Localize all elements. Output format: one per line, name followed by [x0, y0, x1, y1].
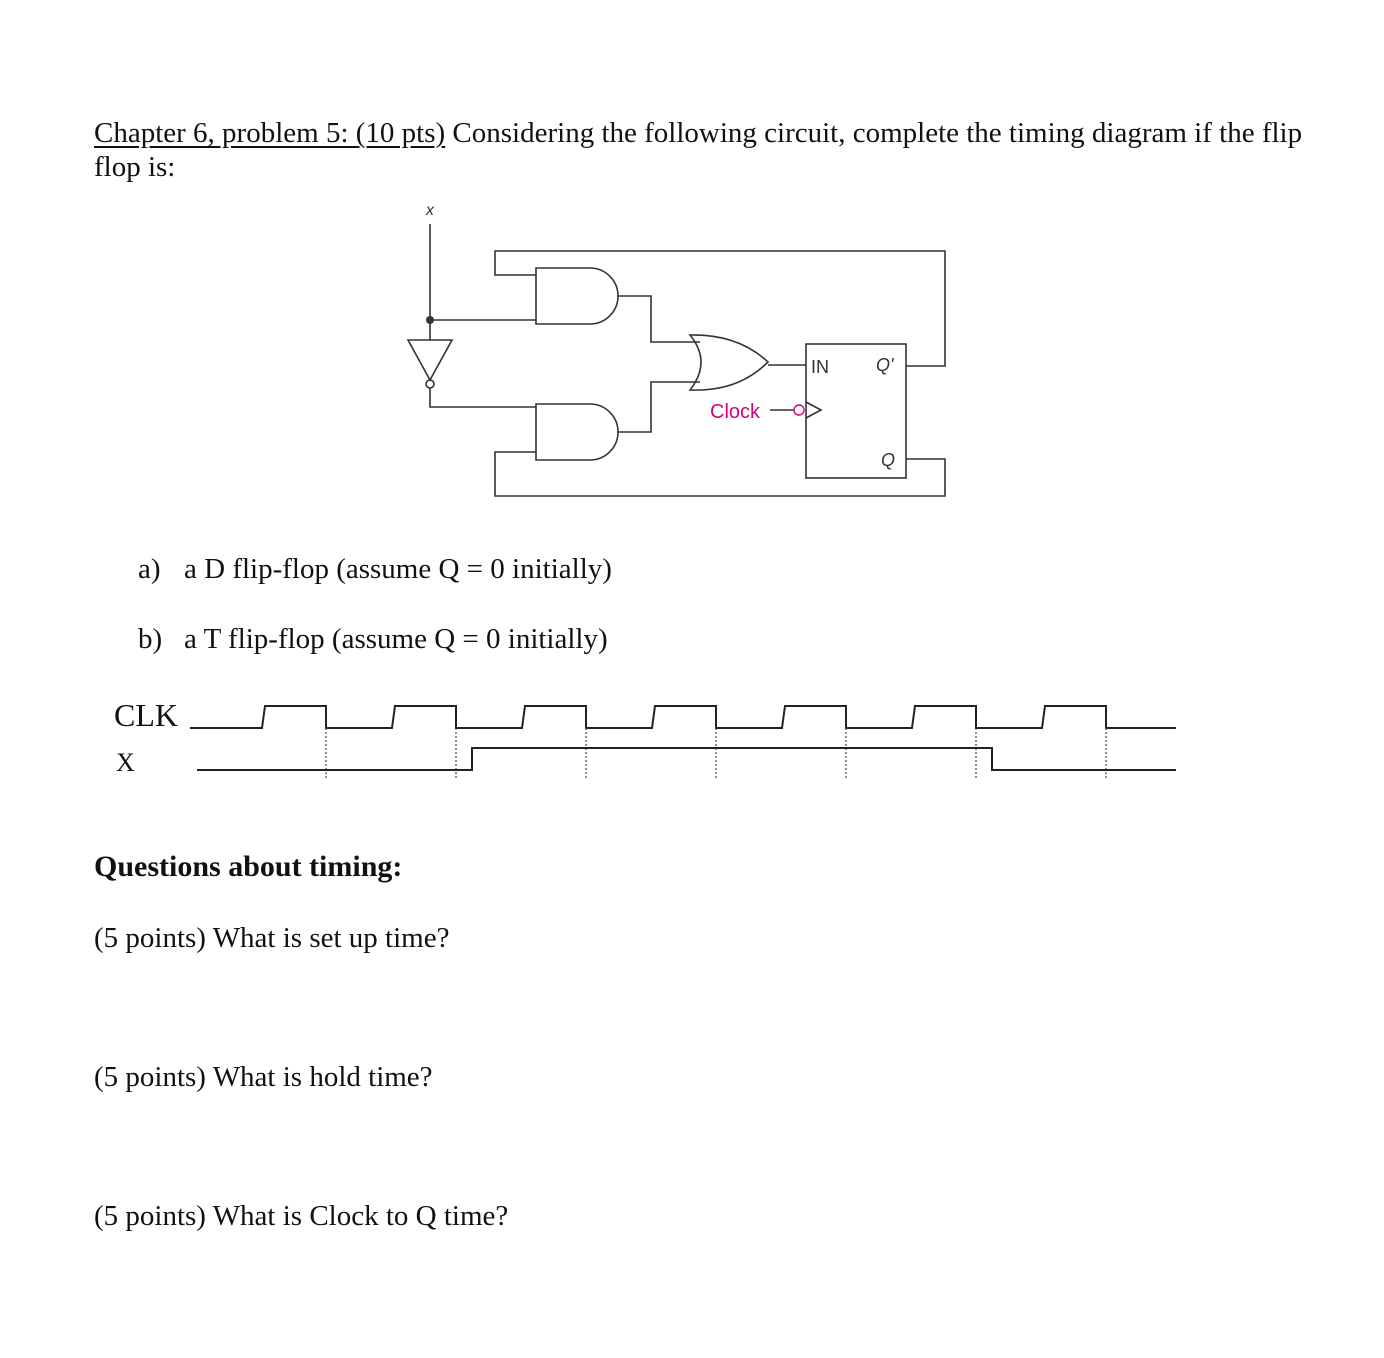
- questions-heading: Questions about timing:: [94, 850, 403, 883]
- question-setup-time: (5 points) What is set up time?: [94, 922, 450, 954]
- part-a-tag: a): [138, 553, 161, 585]
- clk-signal-label: CLK: [114, 697, 178, 733]
- part-b-tag: b): [138, 623, 163, 655]
- question-hold-time: (5 points) What is hold time?: [94, 1061, 433, 1093]
- x-input-label: x: [426, 202, 434, 219]
- x-signal-label: X: [116, 748, 135, 777]
- part-a-text: a D flip-flop (assume Q = 0 initially): [184, 553, 612, 585]
- clock-label: Clock: [710, 401, 761, 423]
- problem-statement: Considering the following circuit, complete the timing diagram if the flip flop is:: [94, 117, 1303, 183]
- ff-qbar-label: Q': [876, 355, 894, 375]
- clk-waveform: [197, 706, 1176, 728]
- ff-in-label: IN: [811, 357, 829, 377]
- problem-number: Chapter 6, problem 5: (10 pts): [94, 117, 446, 149]
- question-clock-to-q: (5 points) What is Clock to Q time?: [94, 1200, 509, 1232]
- part-b-text: a T flip-flop (assume Q = 0 initially): [184, 623, 608, 655]
- x-waveform: [197, 748, 1176, 770]
- ff-q-label: Q: [881, 450, 896, 470]
